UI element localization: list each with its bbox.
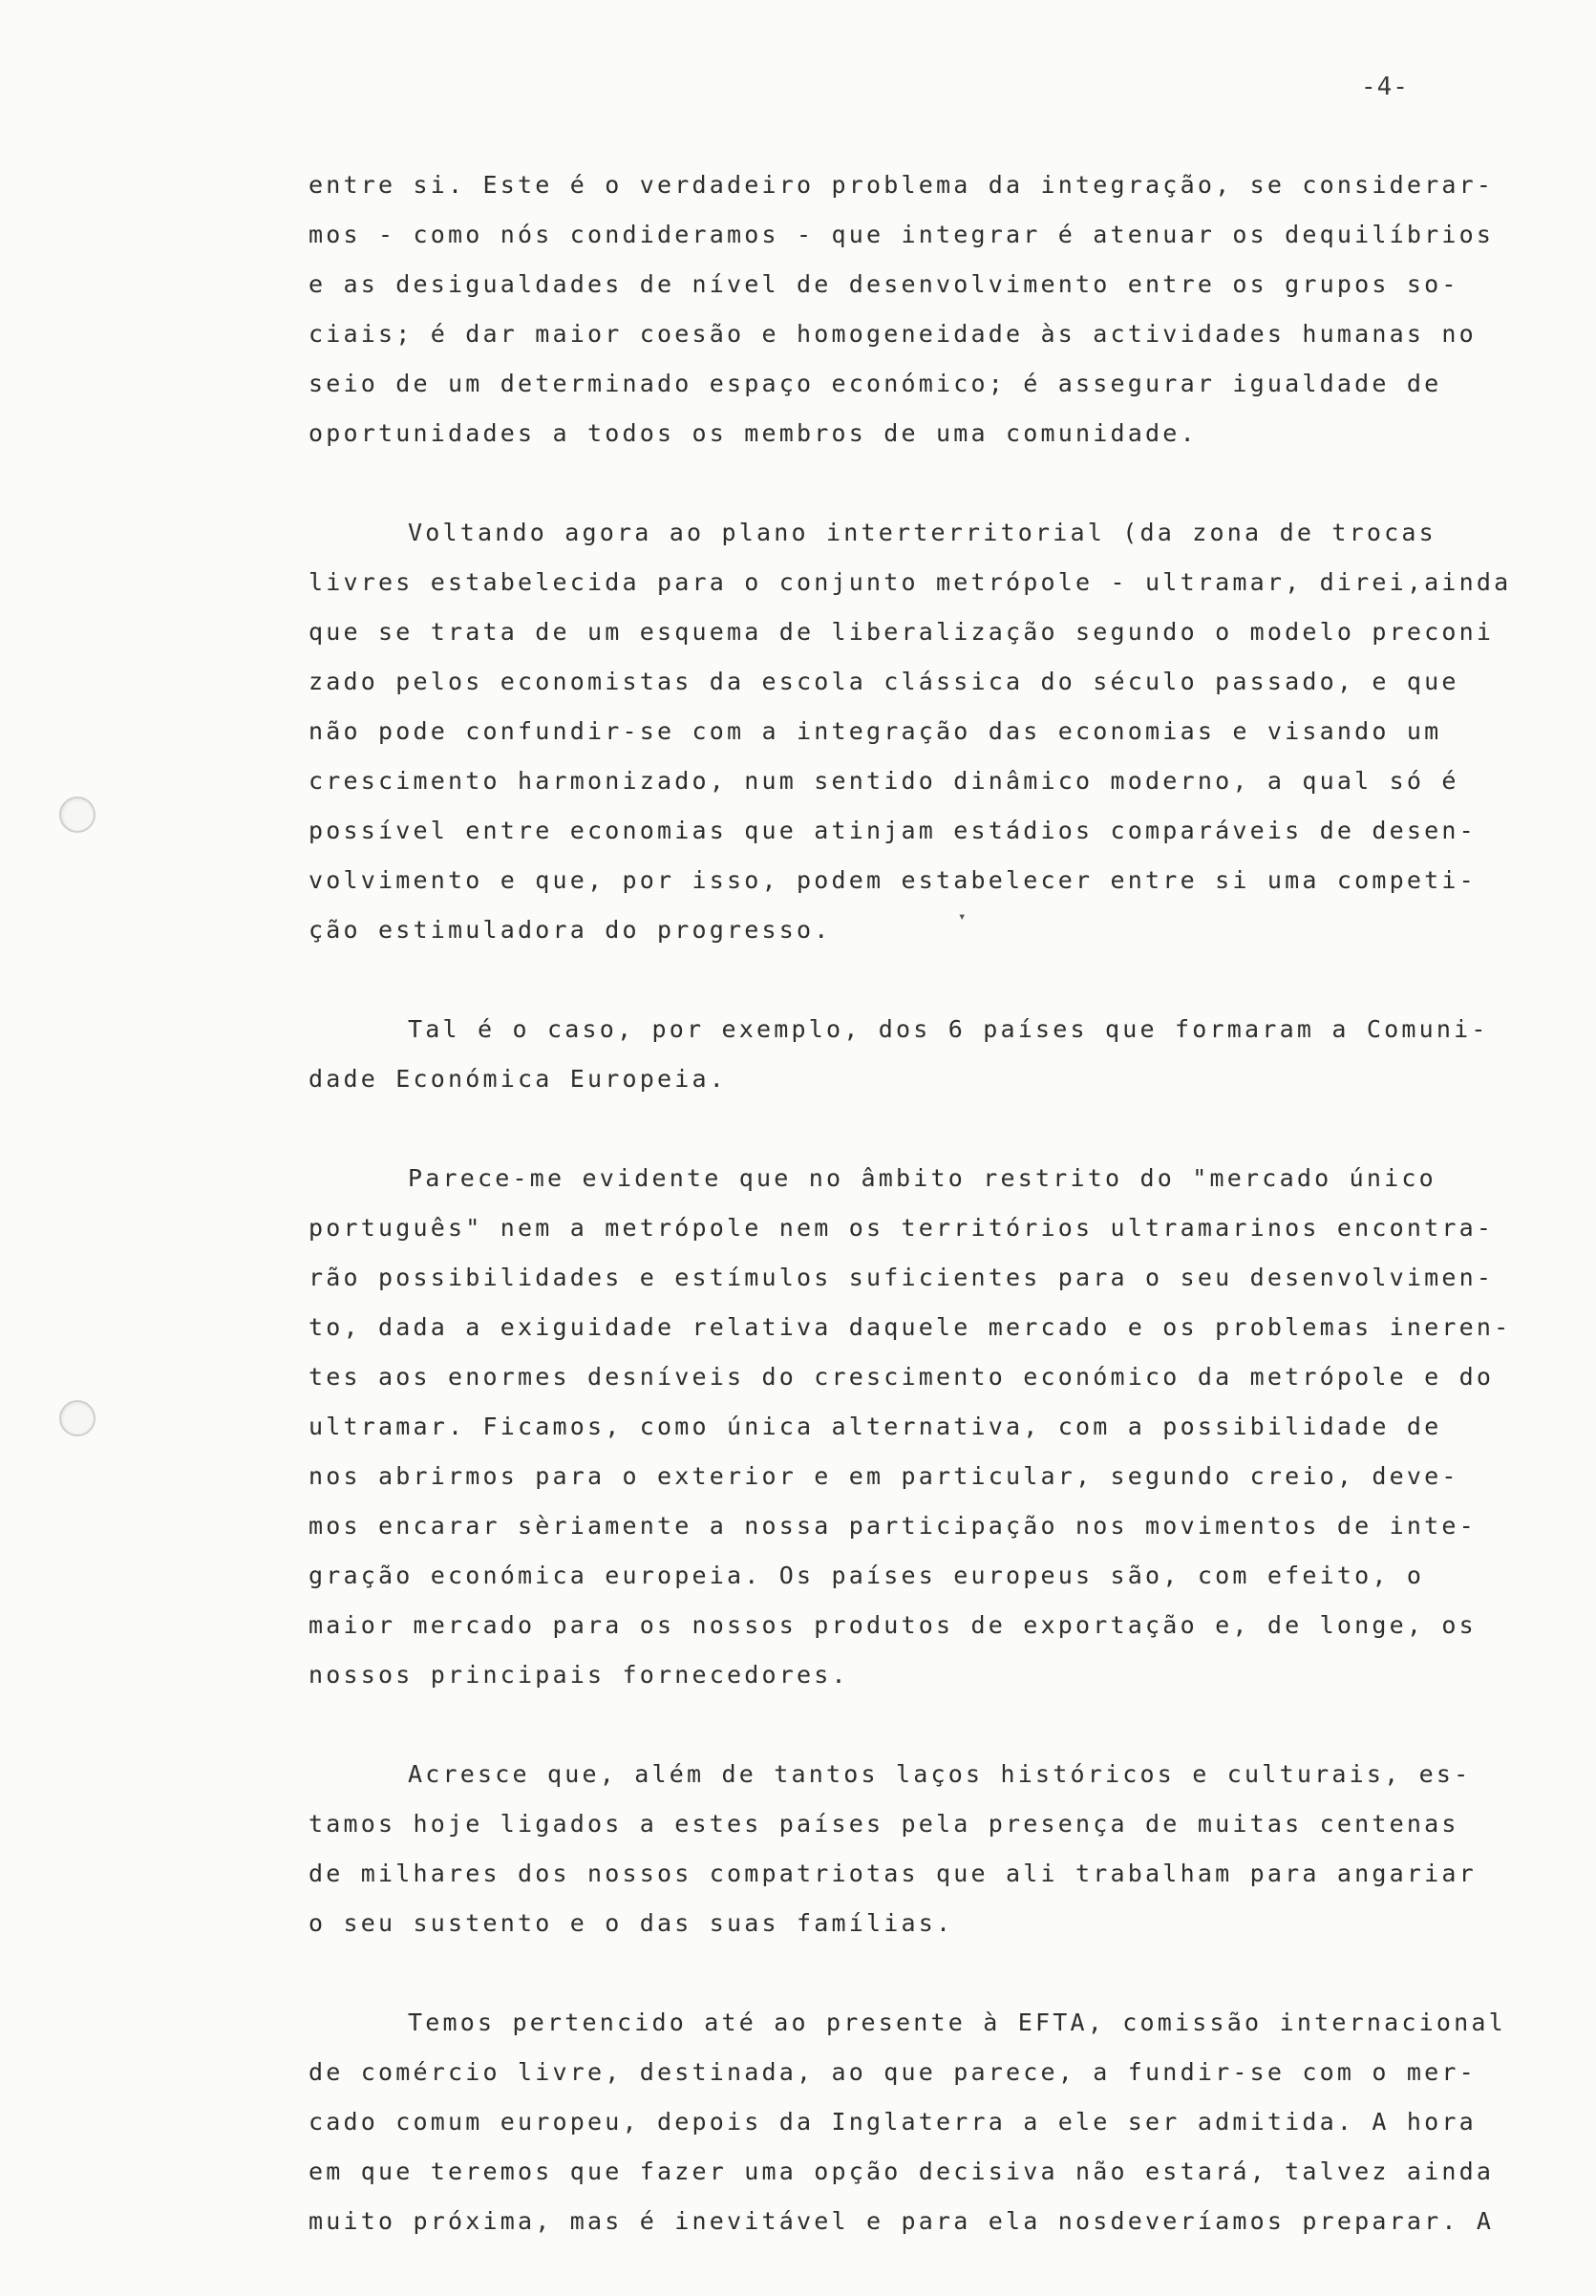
text-line: de comércio livre, destinada, ao que parece, a fundir-se com o mer- xyxy=(309,2058,1477,2086)
text-line: o seu sustento e o das suas famílias. xyxy=(309,1909,954,1937)
text-line: nossos principais fornecedores. xyxy=(309,1661,849,1689)
text-line: Temos pertencido até ao presente à EFTA, comissão internacional xyxy=(408,2009,1506,2036)
text-line: Tal é o caso, por exemplo, dos 6 países que formaram a Comuni- xyxy=(408,1015,1489,1043)
text-line: volvimento e que, por isso, podem estabelecer entre si uma competi- xyxy=(309,866,1477,894)
body-text xyxy=(309,160,1512,2296)
paragraph-5 xyxy=(309,1750,1512,1948)
punch-hole-top xyxy=(59,797,96,833)
text-line: Acresce que, além de tantos laços históricos e culturais, es- xyxy=(408,1760,1472,1788)
paragraph-3 xyxy=(309,1005,1512,1104)
text-line: Voltando agora ao plano interterritorial (da zona de trocas xyxy=(408,519,1436,546)
punch-hole-bottom xyxy=(59,1400,96,1436)
text-line: de milhares dos nossos compatriotas que ali trabalham para angariar xyxy=(309,1860,1477,1887)
text-line: oportunidades a todos os membros de uma comunidade. xyxy=(309,419,1198,447)
text-line: gração económica europeia. Os países europeus são, com efeito, o xyxy=(309,1562,1425,1589)
text-line: cado comum europeu, depois da Inglaterra a ele ser admitida. A hora xyxy=(309,2108,1477,2136)
text-line: Parece-me evidente que no âmbito restrito do "mercado único xyxy=(408,1164,1436,1192)
text-line: ciais; é dar maior coesão e homogeneidade às actividades humanas no xyxy=(309,320,1477,348)
text-line: muito próxima, mas é inevitável e para ela nosdeveríamos preparar. A xyxy=(309,2207,1495,2235)
text-line: nos abrirmos para o exterior e em particular, segundo creio, deve- xyxy=(309,1462,1459,1490)
text-line: seio de um determinado espaço económico; é assegurar igualdade de xyxy=(309,370,1442,397)
text-line: crescimento harmonizado, num sentido dinâmico moderno, a qual só é xyxy=(309,767,1459,795)
text-line: português" nem a metrópole nem os territórios ultramarinos encontra- xyxy=(309,1214,1495,1242)
text-line: possível entre economias que atinjam estádios comparáveis de desen- xyxy=(309,817,1477,844)
text-line: zado pelos economistas da escola clássica do século passado, e que xyxy=(309,668,1459,695)
text-line: não pode confundir-se com a integração das economias e visando um xyxy=(309,717,1442,745)
text-line: ultramar. Ficamos, como única alternativa, com a possibilidade de xyxy=(309,1413,1442,1440)
text-line: que se trata de um esquema de liberalização segundo o modelo preconi xyxy=(309,618,1495,646)
paragraph-6 xyxy=(309,1998,1512,2246)
text-line: ção estimuladora do progresso. xyxy=(309,916,832,944)
text-line: mos encarar sèriamente a nossa participação nos movimentos de inte- xyxy=(309,1512,1477,1540)
text-line: e as desigualdades de nível de desenvolvimento entre os grupos so- xyxy=(309,270,1459,298)
text-line: rão possibilidades e estímulos suficientes para o seu desenvolvimen- xyxy=(309,1264,1495,1291)
text-line: tes aos enormes desníveis do crescimento económico da metrópole e do xyxy=(309,1363,1495,1391)
text-line: maior mercado para os nossos produtos de exportação e, de longe, os xyxy=(309,1611,1477,1639)
text-line: mos - como nós condideramos - que integrar é atenuar os dequilíbrios xyxy=(309,221,1495,248)
text-line: tamos hoje ligados a estes países pela presença de muitas centenas xyxy=(309,1810,1459,1838)
text-line: entre si. Este é o verdadeiro problema da integração, se considerar- xyxy=(309,171,1495,199)
text-line: to, dada a exiguidade relativa daquele mercado e os problemas ineren- xyxy=(309,1313,1512,1341)
paragraph-4 xyxy=(309,1154,1512,1700)
page-number: -4- xyxy=(1361,73,1409,101)
paragraph-1 xyxy=(309,160,1512,458)
text-line: em que teremos que fazer uma opção decisiva não estará, talvez ainda xyxy=(309,2158,1495,2185)
text-line: dade Económica Europeia. xyxy=(309,1065,728,1093)
paragraph-2 xyxy=(309,508,1512,955)
ink-mark: ▾ xyxy=(958,909,967,925)
text-line: livres estabelecida para o conjunto metrópole - ultramar, direi,ainda xyxy=(309,568,1512,596)
